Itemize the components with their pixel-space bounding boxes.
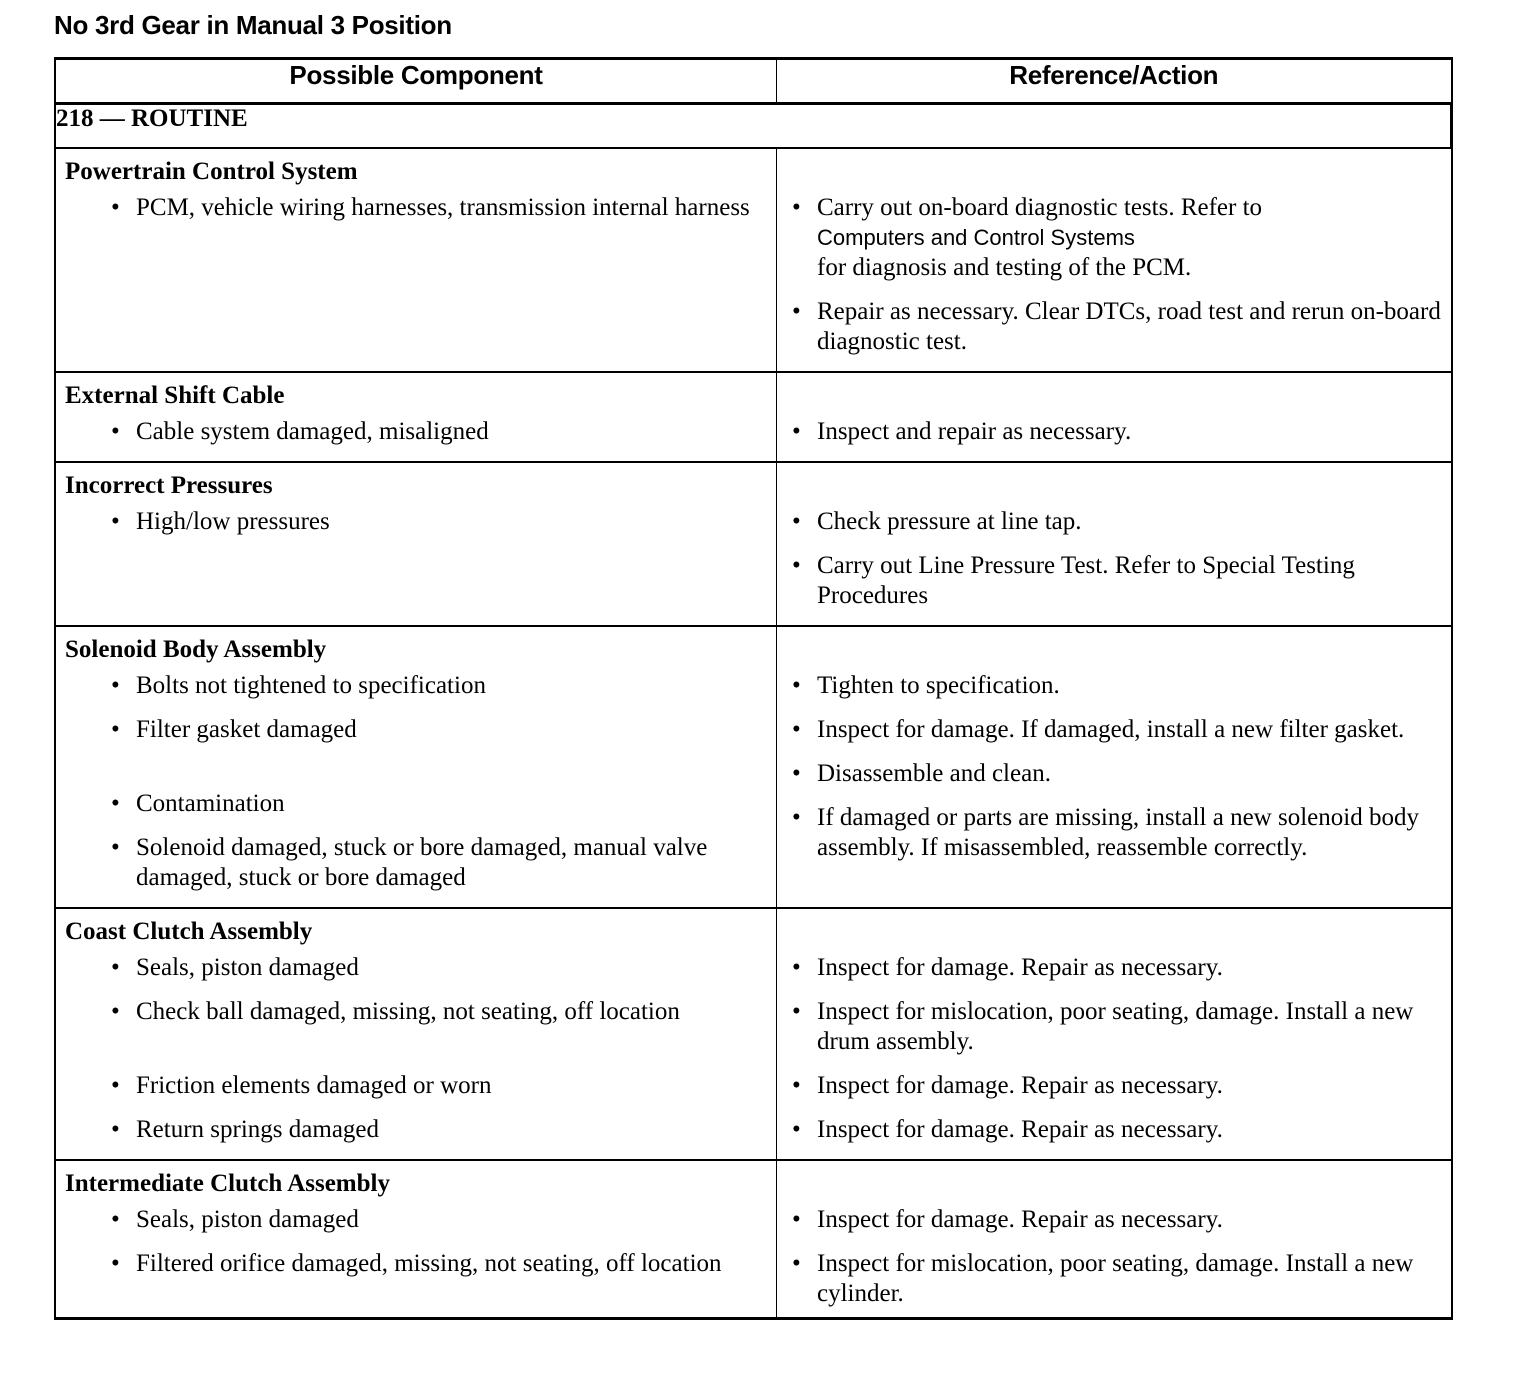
component-item: • Cable system damaged, misaligned <box>111 418 489 445</box>
group-title: Coast Clutch Assembly <box>65 918 313 945</box>
bullet-icon: • <box>792 716 801 743</box>
bullet-icon: • <box>792 672 801 699</box>
bullet-icon: • <box>792 418 801 445</box>
table-row <box>55 462 1452 626</box>
bullet-icon: • <box>111 418 120 445</box>
bullet-icon: • <box>111 508 120 535</box>
bullet-icon: • <box>792 508 801 535</box>
bullet-icon: • <box>792 954 801 981</box>
reference-link-computers-and-control-systems[interactable]: Computers and Control Systems <box>817 225 1135 250</box>
action-cell <box>777 372 1452 462</box>
diagnostic-table <box>54 57 1453 1320</box>
action-item: • Inspect for damage. If damaged, install a new filter gasket. <box>792 716 1405 743</box>
bullet-icon: • <box>111 834 120 861</box>
action-cell <box>777 1160 1452 1319</box>
component-item: • Filtered orifice damaged, missing, not seating, off location <box>111 1250 722 1277</box>
bullet-icon: • <box>111 1072 120 1099</box>
page-title: No 3rd Gear in Manual 3 Position <box>54 10 452 40</box>
bullet-icon: • <box>111 1206 120 1233</box>
action-item: • Inspect for mislocation, poor seating, damage. Install a new cylinder. <box>792 1250 1414 1307</box>
routine-row <box>55 104 1452 149</box>
action-cell <box>777 148 1452 372</box>
table-header-row <box>55 59 1452 104</box>
component-item: • Friction elements damaged or worn <box>111 1072 492 1099</box>
component-cell <box>55 462 777 626</box>
bullet-icon: • <box>111 954 120 981</box>
group-title: Powertrain Control System <box>65 158 358 185</box>
bullet-icon: • <box>111 998 120 1025</box>
bullet-icon: • <box>792 1206 801 1233</box>
bullet-icon: • <box>792 1072 801 1099</box>
component-item: • PCM, vehicle wiring harnesses, transmission internal harness <box>111 194 750 221</box>
component-cell <box>55 148 777 372</box>
group-title: External Shift Cable <box>65 382 285 409</box>
bullet-icon: • <box>111 790 120 817</box>
bullet-icon: • <box>792 804 801 831</box>
action-item: • Inspect for mislocation, poor seating, damage. Install a new drum assembly. <box>792 998 1414 1055</box>
action-item: • If damaged or parts are missing, install a new solenoid body assembly. If misassembled, reassemble correctly. <box>792 804 1419 861</box>
group-title: Incorrect Pressures <box>65 472 273 499</box>
table-row <box>55 626 1452 908</box>
component-cell <box>55 372 777 462</box>
component-item: • Bolts not tightened to specification <box>111 672 486 699</box>
action-item: • Inspect for damage. Repair as necessary. <box>792 1072 1223 1099</box>
action-item: • Carry out Line Pressure Test. Refer to Special Testing Procedures <box>792 552 1355 609</box>
action-cell <box>777 462 1452 626</box>
action-item: • Check pressure at line tap. <box>792 508 1082 535</box>
action-cell <box>777 908 1452 1160</box>
table-row <box>55 148 1452 372</box>
action-item: • Inspect for damage. Repair as necessary. <box>792 1116 1223 1143</box>
bullet-icon: • <box>792 298 801 325</box>
bullet-icon: • <box>792 1250 801 1277</box>
bullet-icon: • <box>111 716 120 743</box>
component-item: • Solenoid damaged, stuck or bore damaged, manual valve damaged, stuck or bore damaged <box>111 834 708 891</box>
table-row <box>55 1160 1452 1319</box>
bullet-icon: • <box>111 1116 120 1143</box>
action-item: • Inspect and repair as necessary. <box>792 418 1132 445</box>
bullet-icon: • <box>792 552 801 579</box>
bullet-icon: • <box>111 672 120 699</box>
component-item: • Contamination <box>111 790 285 817</box>
action-cell <box>777 626 1452 908</box>
component-item: • Seals, piston damaged <box>111 1206 359 1233</box>
component-cell <box>55 626 777 908</box>
action-item: • Carry out on-board diagnostic tests. Refer to Computers and Control Systems for diagnosis and testing of the PCM. <box>777 193 1451 283</box>
component-item: • Check ball damaged, missing, not seating, off location <box>111 998 680 1025</box>
component-item: • High/low pressures <box>111 508 330 535</box>
bullet-icon: • <box>792 760 801 787</box>
bullet-icon: • <box>111 194 120 221</box>
component-cell <box>55 1160 777 1319</box>
action-item: • Disassemble and clean. <box>792 760 1051 787</box>
bullet-icon: • <box>792 194 801 221</box>
bullet-icon: • <box>111 1250 120 1277</box>
component-item: • Filter gasket damaged <box>111 716 357 743</box>
group-title: Solenoid Body Assembly <box>65 636 327 663</box>
component-item: • Return springs damaged <box>111 1116 380 1143</box>
action-item: • Inspect for damage. Repair as necessary. <box>792 1206 1223 1233</box>
column-header-component: Possible Component <box>55 59 777 104</box>
table-row <box>55 908 1452 1160</box>
column-header-action: Reference/Action <box>777 59 1452 104</box>
bullet-icon: • <box>792 998 801 1025</box>
routine-label: 218 — ROUTINE <box>55 104 1452 149</box>
group-title: Intermediate Clutch Assembly <box>65 1170 390 1197</box>
table-row <box>55 372 1452 462</box>
component-cell <box>55 908 777 1160</box>
action-item: • Repair as necessary. Clear DTCs, road test and rerun on-board diagnostic test. <box>792 298 1441 355</box>
action-item: • Inspect for damage. Repair as necessary. <box>792 954 1223 981</box>
component-item: • Seals, piston damaged <box>111 954 359 981</box>
action-item: • Tighten to specification. <box>792 672 1060 699</box>
bullet-icon: • <box>792 1116 801 1143</box>
